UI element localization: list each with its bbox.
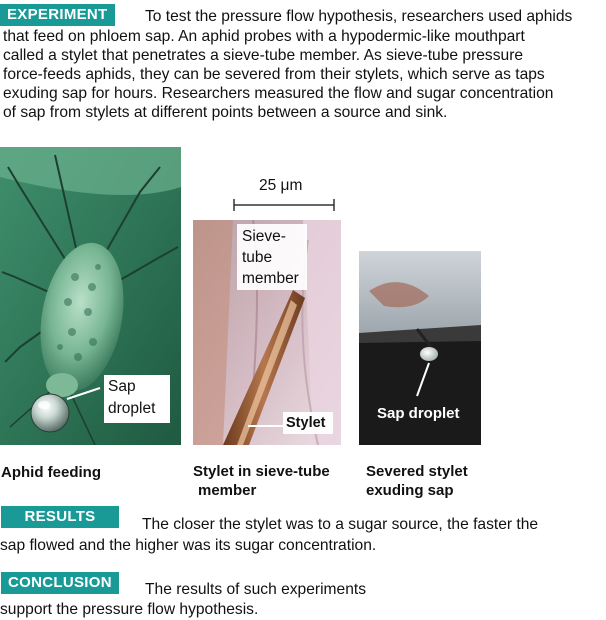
severed-caption-line-1: Severed stylet <box>366 463 468 480</box>
aphid-feeding-photo <box>0 147 181 445</box>
experiment-text-line-1: To test the pressure flow hypothesis, researchers used aphids <box>145 8 573 25</box>
experiment-text-body <box>3 27 603 122</box>
stylet-caption-line-1: Stylet in sieve-tube <box>193 463 330 480</box>
sieve-tube-label-line-3: member <box>242 270 299 287</box>
results-tag: RESULTS <box>1 506 119 528</box>
severed-caption <box>366 462 468 500</box>
results-text-line-2: sap flowed and the higher was its sugar concentration. <box>0 537 377 554</box>
scale-bar-label: 25 μm <box>259 177 303 194</box>
scale-bar <box>232 176 336 216</box>
stylet-caption-line-2: member <box>198 482 257 499</box>
conclusion-text-line-2: support the pressure flow hypothesis. <box>0 601 259 618</box>
experiment-line: called a stylet that penetrates a sieve-tube member. As sieve-tube pressure <box>3 47 524 64</box>
aphid-label-line-1: Sap <box>108 378 136 395</box>
experiment-tag: EXPERIMENT <box>0 4 115 26</box>
conclusion-text-line-1: The results of such experiments <box>145 581 367 598</box>
results-text-line-1: The closer the stylet was to a sugar source, the faster the <box>142 516 539 533</box>
severed-stylet-photo <box>359 251 481 445</box>
sieve-tube-label-line-2: tube <box>242 249 273 266</box>
stylet-label: Stylet <box>286 415 326 431</box>
experiment-line: of sap from stylets at different points between a source and sink. <box>3 104 448 121</box>
aphid-feeding-caption: Aphid feeding <box>1 464 101 481</box>
experiment-line: that feed on phloem sap. An aphid probes with a hypodermic-like mouthpart <box>3 28 525 45</box>
experiment-line: force-feeds aphids, they can be severed from their stylets, which serve as taps <box>3 66 545 83</box>
severed-caption-line-2: exuding sap <box>366 482 454 499</box>
scale-bar-line <box>232 198 336 212</box>
sieve-tube-label-line-1: Sieve- <box>242 228 286 245</box>
sap-droplet-label: Sap droplet <box>377 405 460 422</box>
stylet-caption <box>193 462 330 500</box>
conclusion-tag: CONCLUSION <box>1 572 119 594</box>
aphid-label-line-2: droplet <box>108 400 156 417</box>
experiment-line: exuding sap for hours. Researchers measured the flow and sugar concentration <box>3 85 554 102</box>
stylet-photo <box>193 220 341 445</box>
